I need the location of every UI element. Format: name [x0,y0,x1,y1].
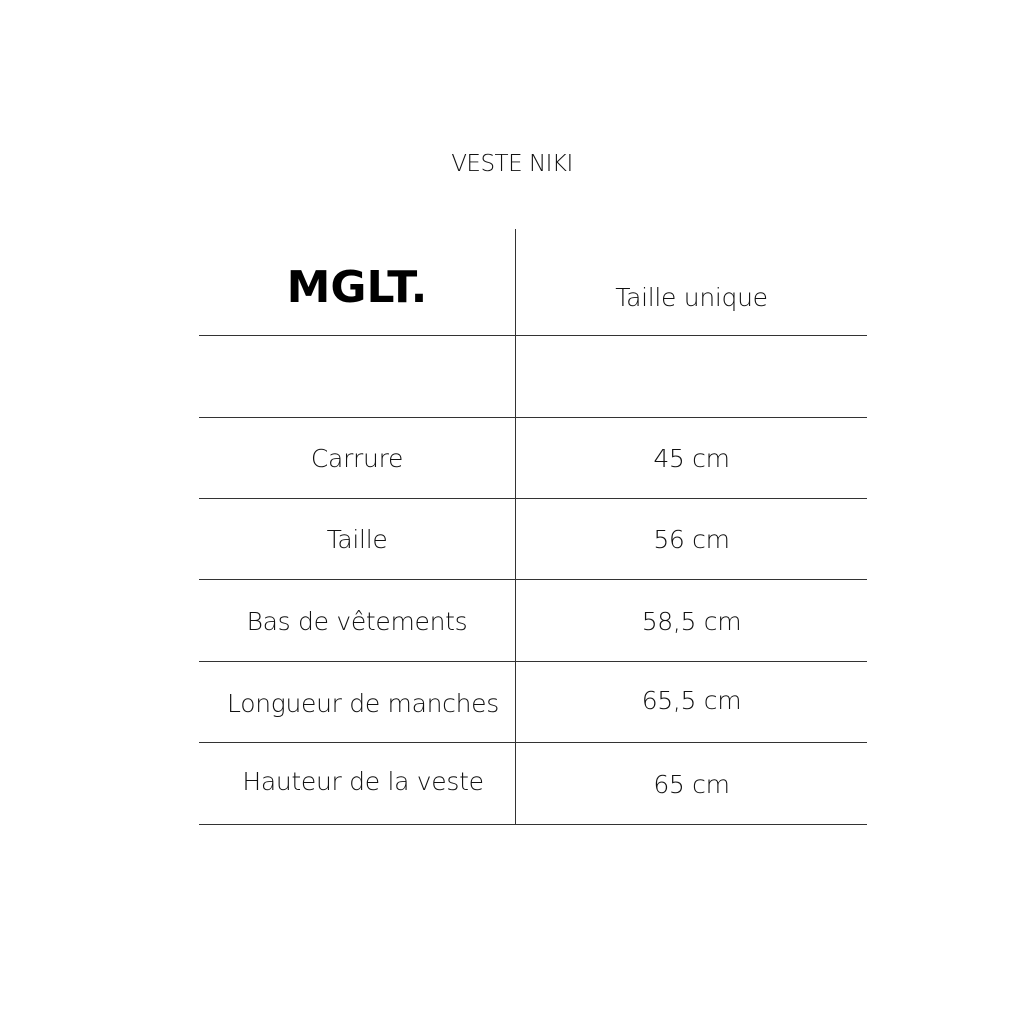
row-divider [199,579,867,580]
page-title: VESTE NIKI [451,151,573,177]
row-value-text: 45 cm [653,443,730,473]
row-value [516,521,867,557]
row-value [516,440,867,476]
row-label-text: Bas de vêtements [246,606,468,636]
row-divider [199,498,867,499]
row-label-text: Carrure [310,443,404,473]
row-divider [199,742,867,743]
row-label [205,685,521,721]
row-divider [199,824,867,825]
row-value [516,603,867,639]
row-label-text: Taille [326,524,388,554]
row-label-text: Hauteur de la veste [242,766,484,796]
size-header-label: Taille unique [615,282,768,312]
row-divider [199,661,867,662]
brand-logo: MGLT. [286,261,428,313]
row-label [199,440,515,476]
row-value [516,766,867,802]
row-value-text: 65 cm [653,769,730,799]
row-value [516,682,867,718]
row-value-text: 56 cm [653,524,730,554]
row-label [205,763,521,799]
row-label-text: Longueur de manches [227,688,499,718]
row-label [199,603,515,639]
row-value-text: 58,5 cm [641,606,742,636]
size-chart-table [199,229,867,825]
row-divider [199,417,867,418]
row-divider [199,335,867,336]
header-brand-cell [199,259,515,315]
row-label [199,521,515,557]
row-value-text: 65,5 cm [641,685,742,715]
header-size-cell [516,269,867,325]
